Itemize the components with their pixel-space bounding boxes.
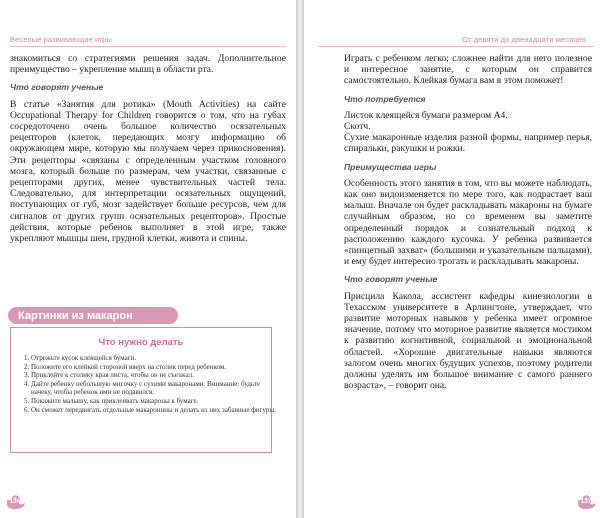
instructions-box bbox=[10, 327, 276, 453]
needs-item: Скотч. bbox=[344, 121, 371, 133]
subhead-scientists: Что говорят ученые bbox=[344, 274, 438, 285]
running-head: От девяти до двенадцати месяцев bbox=[462, 35, 586, 44]
subhead-needs: Что потребуется bbox=[344, 93, 426, 104]
page-number: 136 bbox=[9, 498, 21, 505]
left-page bbox=[0, 0, 296, 518]
header-divider bbox=[318, 46, 594, 47]
page-number: 137 bbox=[580, 498, 592, 505]
page-number-badge bbox=[4, 493, 30, 511]
needs-item: Сухие макаронные изделия разной формы, например перья, спиральки, ракушки и рожки. bbox=[344, 132, 592, 155]
step-item: 1. Отрежьте кусок клеящейся бумаги. bbox=[31, 354, 276, 363]
intro-paragraph: знакомиться со стратегиями решения задач. Дополнительное преимущество – укрепление мышц в области рта. bbox=[10, 53, 286, 76]
step-item: 6. Он сможет передвигать отдельные макаронины и делать из них забавные фигуры. bbox=[31, 406, 276, 415]
subhead-scientists: Что говорят ученые bbox=[10, 82, 104, 93]
book-gutter bbox=[296, 0, 304, 518]
box-title: Что нужно делать bbox=[98, 337, 184, 348]
left-column bbox=[10, 53, 286, 244]
steps-list bbox=[17, 354, 276, 414]
right-page bbox=[304, 0, 600, 518]
right-column bbox=[344, 53, 592, 391]
subhead-benefits: Преимущества игры bbox=[344, 161, 437, 172]
step-item: 5. Покажите малышу, как приклеивать макароны к бумаге. bbox=[31, 397, 276, 406]
benefits-paragraph: Особенность этого занятия в том, что вы можете наблюдать, как оно видоизменяется по мере того, как подрастает ваш малыш. Вначале он будет раскладывать макароны на бумаге случайным образом, но со временем вы заметите определенный порядок и сознательный подход к расположению каждого кусочка. У ребенка развивается «пинцетный захват» (большими и указательным пальцами), и ему будет интересно трогать и раскладывать макароны. bbox=[344, 177, 592, 268]
research-paragraph: В статье «Занятия для ротика» (Mouth Activities) на сайте Occupational Therapy for Children говорится о том, что на губах сосредоточено очень большое количество осязательных рецепторов (клеток, передающих мозгу информацию об окружающем мире, которую мы получаем через прикосновения). Эти рецепторы «связаны с определенным участком головного мозга, который больше по размерам, чем участки, связанные с рецепторами других, менее чувствительных частей тела. Следовательно, для интерпретации осязательных ощущений, поступающих от губ, мозг задействует больше ресурсов, чем для сигналов от других групп осязательных рецепторов». Простые действия, которые ребенок выполняет в этой игре, также укрепляют мышцы шеи, грудной клетки, живота и спины. bbox=[10, 98, 286, 245]
step-item: 4. Дайте ребенку небольшую мисочку с сухими макаронами. Внимание: будьте начеку, чтобы ребенок ими не подавился. bbox=[31, 380, 276, 397]
header-divider bbox=[10, 46, 286, 47]
section-banner: Картинки из макарон bbox=[8, 307, 178, 324]
needs-item: Листок клеящейся бумаги размером А4. bbox=[344, 109, 508, 121]
intro-paragraph: Играть с ребенком легко; сложнее найти для него полезное и интересное занятие, с которым он справится самостоятельно. Клейкая бумага вам в этом поможет! bbox=[344, 53, 592, 87]
page-number-badge bbox=[575, 493, 600, 511]
scientists-paragraph: Присцила Какола, ассистент кафедры кинезиологии в Техасском университете в Арлингтоне, утверждает, что развитие моторных навыков у ребенка имеет огромное значение, потому что моторное развитие является мостиком к развитию когнитивной, социальной и эмоциональной областей. «Хорошие двигательные навыки являются залогом очень многих будущих успехов, поэтому родители должны уделять им большое внимание с самого раннего возраста», – говорит она. bbox=[344, 290, 592, 392]
running-head: Веселые развивающие игры bbox=[10, 35, 112, 44]
step-item: 3. Приклейте к столику края листа, чтобы он не съезжал. bbox=[31, 371, 276, 380]
step-item: 2. Положите его клейкой стороной вверх на столик перед ребенком. bbox=[31, 363, 276, 372]
